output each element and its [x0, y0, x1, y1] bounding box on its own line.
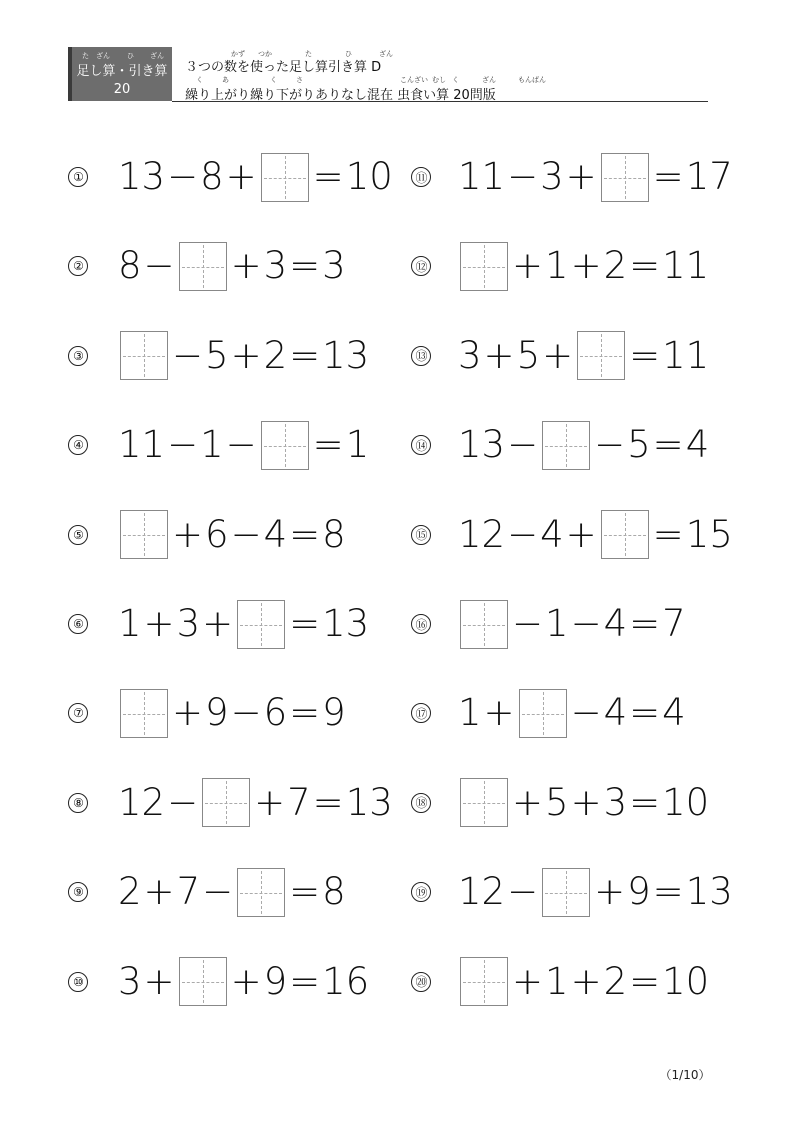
problem-row [458, 420, 709, 470]
page-number: （1/10） [659, 1068, 711, 1082]
problem-token: − [570, 602, 602, 645]
problem-token: = [312, 155, 344, 198]
problem-token: 9 [322, 691, 346, 735]
problem-token: 3 [458, 333, 482, 377]
problem-number: ⑬ [411, 346, 431, 366]
answer-box[interactable] [577, 331, 625, 380]
answer-box[interactable] [261, 421, 309, 470]
problem-token: 1 [200, 423, 224, 467]
problem-token: + [565, 155, 597, 198]
problem-row [118, 420, 369, 470]
problem-token: = [652, 512, 684, 556]
title-ruby: ひ [345, 50, 352, 58]
problem-token: = [289, 959, 321, 1003]
problem-token: + [230, 333, 262, 377]
problem-token: = [289, 691, 321, 735]
problem-row [118, 688, 346, 738]
problem-row [118, 778, 393, 828]
problem-token: 6 [263, 691, 288, 735]
subtitle-ruby: こんざい [400, 76, 428, 84]
problem-token: = [629, 244, 661, 288]
problem-token: + [565, 512, 597, 556]
problem-token: − [507, 870, 539, 914]
problem-token: 3 [322, 244, 346, 288]
subtitle-ruby: むし [432, 76, 446, 84]
problem-token: 11 [118, 423, 166, 467]
problem-token: − [225, 423, 257, 467]
problem-token: 1 [545, 959, 569, 1003]
problem-token: 1 [545, 244, 569, 288]
problem-token: + [542, 333, 574, 377]
problem-token: 11 [458, 155, 506, 198]
problem-token: 11 [662, 333, 710, 377]
problem-token: 4 [263, 512, 288, 556]
subtitle-ruby: く [196, 76, 203, 84]
problem-row [118, 152, 393, 202]
answer-box[interactable] [120, 331, 168, 380]
problem-token: + [512, 780, 544, 824]
problem-number: ③ [68, 346, 88, 366]
answer-box[interactable] [460, 778, 508, 827]
problem-token: 1 [545, 602, 569, 645]
problem-token: + [230, 959, 262, 1003]
problem-token: + [225, 155, 257, 198]
problem-token: 10 [662, 780, 710, 824]
problem-token: + [172, 512, 204, 556]
answer-box[interactable] [237, 600, 285, 649]
answer-box[interactable] [460, 957, 508, 1006]
problem-token: 3 [263, 244, 288, 288]
problem-token: = [629, 333, 661, 377]
badge-title: 足し算・引き算 [76, 64, 168, 79]
problem-token: 13 [322, 333, 370, 377]
problem-number: ① [68, 167, 88, 187]
problem-token: 6 [205, 512, 229, 556]
problem-token: = [629, 691, 661, 735]
problem-number: ④ [68, 435, 88, 455]
problem-token: 3 [176, 602, 201, 645]
problem-token: 7 [662, 602, 686, 645]
problem-token: + [483, 333, 515, 377]
problem-token: + [143, 959, 175, 1003]
subtitle-ruby: もんばん [518, 76, 546, 84]
problem-number: ⑨ [68, 882, 88, 902]
problem-token: + [143, 602, 175, 645]
problem-token: 10 [662, 959, 710, 1003]
answer-box[interactable] [601, 153, 649, 202]
problem-token: + [512, 244, 544, 288]
badge-ruby: ひ [127, 52, 134, 60]
badge-ruby: ざん [96, 52, 110, 60]
problem-token: − [507, 423, 539, 467]
problem-token: 12 [458, 512, 506, 556]
problem-token: = [289, 512, 321, 556]
subtitle-ruby: く [270, 76, 277, 84]
problem-number: ⑪ [411, 167, 431, 187]
problem-token: 13 [118, 155, 166, 198]
problem-token: + [570, 244, 602, 288]
problem-token: 1 [118, 602, 142, 645]
problem-token: 4 [540, 512, 564, 556]
problem-number: ⑭ [411, 435, 431, 455]
problem-token: 11 [662, 244, 710, 288]
problem-number: ⑯ [411, 614, 431, 634]
title-ruby: つか [258, 50, 272, 58]
problem-token: 8 [322, 870, 346, 914]
answer-box[interactable] [179, 242, 227, 291]
problem-token: − [512, 602, 544, 645]
answer-box[interactable] [261, 153, 309, 202]
problem-token: + [143, 870, 175, 914]
problem-token: + [512, 959, 544, 1003]
answer-box[interactable] [237, 868, 285, 917]
problem-number: ⑦ [68, 703, 88, 723]
answer-box[interactable] [120, 689, 168, 738]
header-divider [172, 101, 708, 102]
badge-ruby: ざん [150, 52, 164, 60]
problem-token: − [507, 155, 539, 198]
problem-token: 12 [458, 870, 506, 914]
problem-token: 5 [627, 423, 651, 467]
problem-token: = [629, 780, 661, 824]
problem-token: 15 [685, 512, 733, 556]
problem-number: ⑥ [68, 614, 88, 634]
answer-box[interactable] [202, 778, 250, 827]
problem-row [118, 331, 369, 381]
problem-number: ⑮ [411, 525, 431, 545]
subtitle-ruby: ざん [482, 76, 496, 84]
problem-row [118, 241, 346, 291]
badge-number: 20 [113, 82, 131, 97]
answer-box[interactable] [519, 689, 567, 738]
problem-row [458, 331, 709, 381]
problem-token: − [230, 512, 262, 556]
answer-box[interactable] [460, 242, 508, 291]
problem-token: 4 [685, 423, 710, 467]
answer-box[interactable] [179, 957, 227, 1006]
problem-token: 12 [118, 780, 166, 824]
problem-token: 1 [345, 423, 370, 467]
problem-number: ⑤ [68, 525, 88, 545]
problem-token: + [594, 870, 626, 914]
problem-token: = [289, 244, 321, 288]
problem-token: + [570, 780, 602, 824]
problem-token: 7 [287, 780, 311, 824]
problem-row [118, 867, 346, 917]
subtitle-ruby: く [452, 76, 459, 84]
problem-token: − [167, 423, 199, 467]
problem-token: = [289, 333, 321, 377]
worksheet-subtitle: 繰り上がり繰り下がりありなし混在 虫食い算 20問版 [185, 88, 496, 103]
problem-token: − [143, 244, 175, 288]
problem-row [118, 957, 369, 1007]
problem-row [118, 510, 346, 560]
problem-token: + [254, 780, 286, 824]
badge-ruby: た [82, 52, 89, 60]
problem-token: 2 [603, 959, 628, 1003]
problem-token: 8 [200, 155, 224, 198]
problem-row [458, 778, 709, 828]
worksheet-title: ３つの数を使った足し算引き算 D [185, 60, 382, 75]
problem-token: 5 [516, 333, 541, 377]
problem-token: 16 [322, 959, 370, 1003]
problem-token: 3 [118, 959, 142, 1003]
problem-token: 7 [176, 870, 201, 914]
problem-token: + [483, 691, 515, 735]
problem-token: 13 [458, 423, 506, 467]
problem-number: ⑩ [68, 972, 88, 992]
problem-token: + [172, 691, 204, 735]
problem-number: ⑰ [411, 703, 431, 723]
problem-row [458, 957, 709, 1007]
problem-number: ② [68, 256, 88, 276]
problem-token: − [570, 691, 602, 735]
problem-token: 9 [263, 959, 288, 1003]
problem-token: = [652, 423, 684, 467]
problem-token: 8 [322, 512, 346, 556]
problem-row [458, 241, 709, 291]
title-ruby: ざん [379, 50, 393, 58]
answer-box[interactable] [542, 868, 590, 917]
problem-number: ⑲ [411, 882, 431, 902]
problem-token: 2 [603, 244, 628, 288]
problem-token: 5 [545, 780, 569, 824]
problem-token: = [289, 870, 321, 914]
problem-token: 13 [322, 602, 370, 645]
problem-number: ⑫ [411, 256, 431, 276]
problem-token: = [312, 423, 344, 467]
problem-number: ⑱ [411, 793, 431, 813]
problem-token: = [652, 155, 684, 198]
title-ruby: た [305, 50, 312, 58]
problem-token: − [167, 780, 199, 824]
problem-token: = [652, 870, 684, 914]
problem-token: 13 [685, 870, 733, 914]
problem-token: = [312, 780, 344, 824]
problem-token: + [230, 244, 262, 288]
problem-row [458, 688, 686, 738]
subtitle-ruby: あ [222, 76, 229, 84]
problem-token: 8 [118, 244, 142, 288]
problem-token: + [570, 959, 602, 1003]
problem-token: 4 [603, 602, 628, 645]
problem-token: 1 [458, 691, 482, 735]
problem-token: = [289, 602, 321, 645]
problem-token: 9 [627, 870, 651, 914]
problem-token: − [594, 423, 626, 467]
problem-token: 2 [263, 333, 288, 377]
problem-token: 5 [205, 333, 229, 377]
problem-token: − [202, 870, 234, 914]
problem-token: 13 [345, 780, 393, 824]
problem-token: − [167, 155, 199, 198]
problem-token: 9 [205, 691, 229, 735]
problem-row [458, 510, 733, 560]
answer-box[interactable] [542, 421, 590, 470]
answer-box[interactable] [601, 510, 649, 559]
problem-token: = [629, 602, 661, 645]
problem-token: − [172, 333, 204, 377]
problem-row [458, 599, 686, 649]
problem-token: 17 [685, 155, 733, 198]
problem-token: 3 [540, 155, 564, 198]
problem-token: 3 [603, 780, 628, 824]
subtitle-ruby: さ [296, 76, 303, 84]
problem-token: 4 [603, 691, 628, 735]
answer-box[interactable] [120, 510, 168, 559]
problem-token: 10 [345, 155, 393, 198]
answer-box[interactable] [460, 600, 508, 649]
problem-token: − [230, 691, 262, 735]
problem-number: ⑧ [68, 793, 88, 813]
problem-row [118, 599, 369, 649]
problem-token: 4 [662, 691, 686, 735]
problem-token: 2 [118, 870, 142, 914]
problem-row [458, 152, 733, 202]
problem-number: ⑳ [411, 972, 431, 992]
problem-token: − [507, 512, 539, 556]
problem-token: + [202, 602, 234, 645]
problem-token: = [629, 959, 661, 1003]
problem-row [458, 867, 733, 917]
title-ruby: かず [231, 50, 245, 58]
